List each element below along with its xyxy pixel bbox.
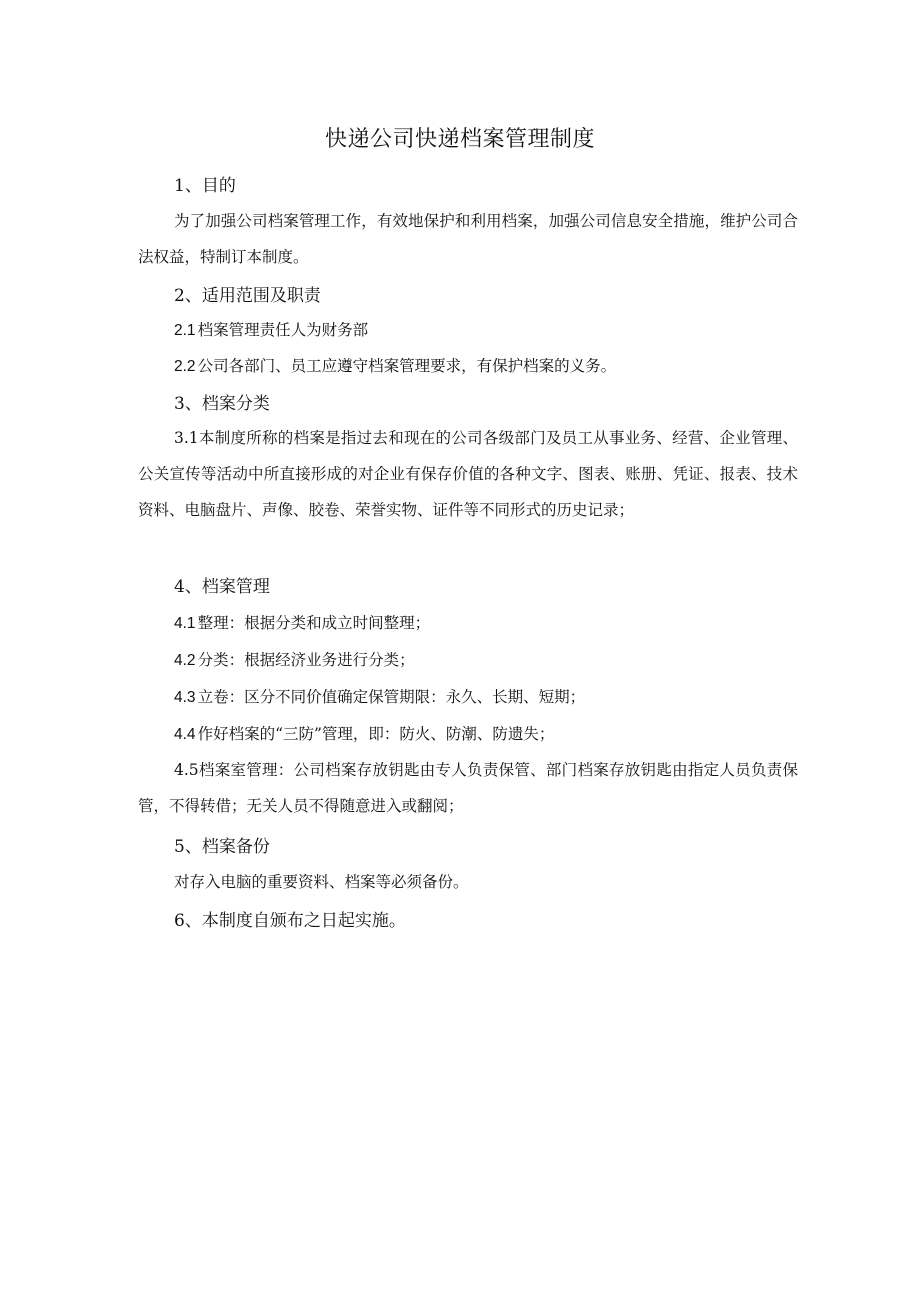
paragraph-purpose: 为了加强公司档案管理工作，有效地保护和利用档案，加强公司信息安全措施，维护公司合法权益，特制订本制度。 [138, 212, 798, 266]
section-heading-scope: 2、适用范围及职责 [174, 286, 321, 306]
item-number: 4.3 [174, 689, 196, 706]
list-item-4-2 [174, 648, 415, 670]
list-item-4-1 [174, 611, 430, 633]
section-heading-purpose: 1、目的 [174, 176, 236, 196]
section-heading-management: 4、档案管理 [174, 577, 270, 597]
document-title: 快递公司快递档案管理制度 [324, 127, 595, 152]
item-text: 公司各部门、员工应遵守档案管理要求，有保护档案的义务。 [197, 357, 617, 375]
list-item-4-4 [174, 722, 554, 744]
section-heading-effective: 6、本制度自颁布之日起实施。 [174, 911, 406, 931]
item-number: 2.2 [174, 358, 196, 375]
list-item-2-1 [174, 318, 368, 340]
item-number: 4.2 [174, 652, 196, 669]
paragraph-classification: 3.1本制度所称的档案是指过去和现在的公司各级部门及员工从事业务、经营、企业管理、公关宣传等活动中所直接形成的对企业有保存价值的各种文字、图表、账册、凭证、报表、技术资料、电脑盘片、声像、胶卷、荣誉实物、证件等不同形式的历史记录； [138, 429, 798, 519]
paragraph-backup: 对存入电脑的重要资料、档案等必须备份。 [174, 873, 469, 891]
item-number: 2.1 [174, 322, 196, 339]
item-number: 4.4 [174, 726, 196, 743]
list-item-4-3 [174, 685, 585, 707]
item-text: 作好档案的“三防”管理，即：防火、防潮、防遗失； [197, 725, 555, 743]
list-item-2-2 [174, 354, 616, 376]
item-text: 整理：根据分类和成立时间整理； [197, 614, 431, 632]
item-number: 4.1 [174, 615, 196, 632]
item-text: 分类：根据经济业务进行分类； [197, 651, 415, 669]
paragraph-archive-room: 4.5档案室管理：公司档案存放钥匙由专人负责保管、部门档案存放钥匙由指定人员负责保管，不得转借；无关人员不得随意进入或翻阅； [138, 761, 798, 815]
item-text: 档案管理责任人为财务部 [197, 321, 369, 339]
section-heading-classification: 3、档案分类 [174, 394, 270, 414]
section-heading-backup: 5、档案备份 [174, 837, 270, 857]
item-text: 立卷：区分不同价值确定保管期限：永久、长期、短期； [197, 688, 586, 706]
